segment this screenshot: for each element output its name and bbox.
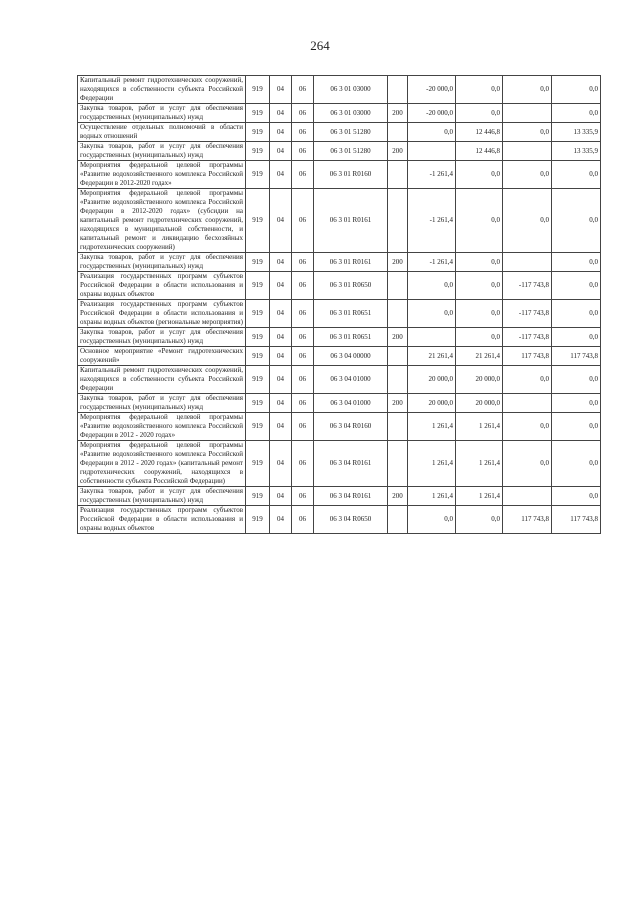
- target-article-cell: 06 3 01 R0160: [314, 161, 388, 189]
- sum-4-cell: 0,0: [552, 487, 601, 506]
- sum-3-cell: 0,0: [503, 189, 552, 253]
- sum-2-cell: 1 261,4: [456, 441, 503, 487]
- section-code-cell: 04: [270, 76, 292, 104]
- ved-code-cell: 919: [246, 394, 270, 413]
- sum-2-cell: 12 446,8: [456, 142, 503, 161]
- ved-code-cell: 919: [246, 76, 270, 104]
- sum-1-cell: 1 261,4: [408, 413, 456, 441]
- subsection-code-cell: 06: [292, 328, 314, 347]
- sum-1-cell: 1 261,4: [408, 487, 456, 506]
- sum-2-cell: 0,0: [456, 272, 503, 300]
- sum-3-cell: -117 743,8: [503, 300, 552, 328]
- section-code-cell: 04: [270, 161, 292, 189]
- budget-table: [77, 75, 601, 534]
- sum-2-cell: 0,0: [456, 76, 503, 104]
- target-article-cell: 06 3 01 51280: [314, 142, 388, 161]
- sum-4-cell: 0,0: [552, 300, 601, 328]
- section-code-cell: 04: [270, 441, 292, 487]
- subsection-code-cell: 06: [292, 347, 314, 366]
- ved-code-cell: 919: [246, 328, 270, 347]
- target-article-cell: 06 3 01 03000: [314, 76, 388, 104]
- section-code-cell: 04: [270, 189, 292, 253]
- ved-code-cell: 919: [246, 142, 270, 161]
- row-name-cell: Капитальный ремонт гидротехнических сооружений, находящихся в собственности субъекта Российской Федерации: [78, 366, 246, 394]
- sum-1-cell: -20 000,0: [408, 76, 456, 104]
- expense-type-cell: 200: [388, 104, 408, 123]
- sum-2-cell: 0,0: [456, 253, 503, 272]
- sum-1-cell: 21 261,4: [408, 347, 456, 366]
- table-row: [78, 189, 601, 253]
- section-code-cell: 04: [270, 413, 292, 441]
- sum-3-cell: -117 743,8: [503, 272, 552, 300]
- subsection-code-cell: 06: [292, 366, 314, 394]
- sum-4-cell: 13 335,9: [552, 142, 601, 161]
- sum-3-cell: 0,0: [503, 413, 552, 441]
- row-name-cell: Мероприятия федеральной целевой программы «Развитие водохозяйственного комплекса Российской Федерации в 2012 - 2020 годах» (капитальный ремонт гидротехнических сооружений, находящихся в собственности субъекта Российской Федерации): [78, 441, 246, 487]
- section-code-cell: 04: [270, 347, 292, 366]
- section-code-cell: 04: [270, 142, 292, 161]
- target-article-cell: 06 3 01 R0161: [314, 189, 388, 253]
- expense-type-cell: [388, 123, 408, 142]
- row-name-cell: Закупка товаров, работ и услуг для обеспечения государственных (муниципальных) нужд: [78, 104, 246, 123]
- sum-2-cell: 0,0: [456, 328, 503, 347]
- sum-2-cell: 0,0: [456, 189, 503, 253]
- sum-3-cell: -117 743,8: [503, 328, 552, 347]
- sum-1-cell: [408, 328, 456, 347]
- sum-1-cell: [408, 142, 456, 161]
- row-name-cell: Закупка товаров, работ и услуг для обеспечения государственных (муниципальных) нужд: [78, 142, 246, 161]
- sum-2-cell: 1 261,4: [456, 487, 503, 506]
- sum-3-cell: [503, 142, 552, 161]
- target-article-cell: 06 3 04 R0650: [314, 506, 388, 534]
- row-name-cell: Закупка товаров, работ и услуг для обеспечения государственных (муниципальных) нужд: [78, 487, 246, 506]
- sum-3-cell: 0,0: [503, 161, 552, 189]
- sum-2-cell: 0,0: [456, 104, 503, 123]
- row-name-cell: Мероприятия федеральной целевой программы «Развитие водохозяйственного комплекса Российской Федерации в 2012 - 2020 годах»: [78, 413, 246, 441]
- subsection-code-cell: 06: [292, 123, 314, 142]
- ved-code-cell: 919: [246, 366, 270, 394]
- sum-1-cell: 0,0: [408, 300, 456, 328]
- table-row: [78, 104, 601, 123]
- table-row: [78, 272, 601, 300]
- sum-2-cell: 1 261,4: [456, 413, 503, 441]
- section-code-cell: 04: [270, 366, 292, 394]
- table-row: [78, 487, 601, 506]
- sum-4-cell: 0,0: [552, 253, 601, 272]
- table-row: [78, 394, 601, 413]
- sum-3-cell: 117 743,8: [503, 347, 552, 366]
- sum-2-cell: 0,0: [456, 161, 503, 189]
- subsection-code-cell: 06: [292, 300, 314, 328]
- target-article-cell: 06 3 01 R0651: [314, 300, 388, 328]
- subsection-code-cell: 06: [292, 272, 314, 300]
- expense-type-cell: [388, 300, 408, 328]
- target-article-cell: 06 3 04 R0160: [314, 413, 388, 441]
- ved-code-cell: 919: [246, 253, 270, 272]
- sum-3-cell: 0,0: [503, 76, 552, 104]
- subsection-code-cell: 06: [292, 189, 314, 253]
- row-name-cell: Закупка товаров, работ и услуг для обеспечения государственных (муниципальных) нужд: [78, 253, 246, 272]
- expense-type-cell: [388, 189, 408, 253]
- subsection-code-cell: 06: [292, 413, 314, 441]
- sum-4-cell: 0,0: [552, 189, 601, 253]
- expense-type-cell: [388, 272, 408, 300]
- ved-code-cell: 919: [246, 272, 270, 300]
- sum-1-cell: 20 000,0: [408, 366, 456, 394]
- section-code-cell: 04: [270, 487, 292, 506]
- sum-3-cell: 0,0: [503, 441, 552, 487]
- section-code-cell: 04: [270, 272, 292, 300]
- row-name-cell: Закупка товаров, работ и услуг для обеспечения государственных (муниципальных) нужд: [78, 328, 246, 347]
- expense-type-cell: [388, 441, 408, 487]
- section-code-cell: 04: [270, 506, 292, 534]
- sum-2-cell: 0,0: [456, 300, 503, 328]
- sum-4-cell: 0,0: [552, 394, 601, 413]
- row-name-cell: Осуществление отдельных полномочий в области водных отношений: [78, 123, 246, 142]
- subsection-code-cell: 06: [292, 142, 314, 161]
- subsection-code-cell: 06: [292, 441, 314, 487]
- section-code-cell: 04: [270, 104, 292, 123]
- sum-4-cell: 117 743,8: [552, 506, 601, 534]
- expense-type-cell: [388, 366, 408, 394]
- expense-type-cell: [388, 161, 408, 189]
- sum-4-cell: 0,0: [552, 104, 601, 123]
- table-row: [78, 347, 601, 366]
- table-row: [78, 142, 601, 161]
- table-row: [78, 76, 601, 104]
- sum-4-cell: 0,0: [552, 328, 601, 347]
- target-article-cell: 06 3 04 01000: [314, 366, 388, 394]
- table-row: [78, 506, 601, 534]
- section-code-cell: 04: [270, 300, 292, 328]
- expense-type-cell: 200: [388, 328, 408, 347]
- ved-code-cell: 919: [246, 189, 270, 253]
- expense-type-cell: [388, 506, 408, 534]
- row-name-cell: Мероприятия федеральной целевой программы «Развитие водохозяйственного комплекса Российской Федерации в 2012-2020 годах»: [78, 161, 246, 189]
- sum-2-cell: 20 000,0: [456, 366, 503, 394]
- expense-type-cell: 200: [388, 253, 408, 272]
- ved-code-cell: 919: [246, 300, 270, 328]
- section-code-cell: 04: [270, 328, 292, 347]
- sum-4-cell: 0,0: [552, 161, 601, 189]
- section-code-cell: 04: [270, 123, 292, 142]
- sum-4-cell: 0,0: [552, 441, 601, 487]
- table-row: [78, 413, 601, 441]
- sum-2-cell: 21 261,4: [456, 347, 503, 366]
- ved-code-cell: 919: [246, 506, 270, 534]
- row-name-cell: Основное мероприятие «Ремонт гидротехнических сооружений»: [78, 347, 246, 366]
- sum-1-cell: 20 000,0: [408, 394, 456, 413]
- row-name-cell: Реализация государственных программ субъектов Российской Федерации в области использования и охраны водных объектов: [78, 272, 246, 300]
- table-row: [78, 161, 601, 189]
- expense-type-cell: 200: [388, 394, 408, 413]
- target-article-cell: 06 3 04 R0161: [314, 487, 388, 506]
- sum-1-cell: -20 000,0: [408, 104, 456, 123]
- sum-4-cell: 0,0: [552, 413, 601, 441]
- sum-3-cell: [503, 104, 552, 123]
- subsection-code-cell: 06: [292, 506, 314, 534]
- row-name-cell: Капитальный ремонт гидротехнических сооружений, находящихся в собственности субъекта Российской Федерации: [78, 76, 246, 104]
- row-name-cell: Закупка товаров, работ и услуг для обеспечения государственных (муниципальных) нужд: [78, 394, 246, 413]
- target-article-cell: 06 3 01 R0651: [314, 328, 388, 347]
- sum-1-cell: -1 261,4: [408, 253, 456, 272]
- sum-3-cell: [503, 394, 552, 413]
- section-code-cell: 04: [270, 253, 292, 272]
- sum-1-cell: 0,0: [408, 506, 456, 534]
- sum-2-cell: 20 000,0: [456, 394, 503, 413]
- sum-4-cell: 0,0: [552, 76, 601, 104]
- row-name-cell: Реализация государственных программ субъектов Российской Федерации в области использования и охраны водных объектов: [78, 506, 246, 534]
- expense-type-cell: 200: [388, 142, 408, 161]
- subsection-code-cell: 06: [292, 253, 314, 272]
- sum-1-cell: 1 261,4: [408, 441, 456, 487]
- ved-code-cell: 919: [246, 487, 270, 506]
- expense-type-cell: 200: [388, 487, 408, 506]
- sum-3-cell: 117 743,8: [503, 506, 552, 534]
- subsection-code-cell: 06: [292, 487, 314, 506]
- target-article-cell: 06 3 01 03000: [314, 104, 388, 123]
- sum-3-cell: [503, 253, 552, 272]
- sum-3-cell: 0,0: [503, 366, 552, 394]
- sum-1-cell: 0,0: [408, 272, 456, 300]
- table-row: [78, 441, 601, 487]
- subsection-code-cell: 06: [292, 161, 314, 189]
- sum-4-cell: 117 743,8: [552, 347, 601, 366]
- row-name-cell: Реализация государственных программ субъектов Российской Федерации в области использования и охраны водных объектов (региональные мероприятия): [78, 300, 246, 328]
- sum-1-cell: -1 261,4: [408, 161, 456, 189]
- page-number: 264: [310, 38, 330, 53]
- ved-code-cell: 919: [246, 347, 270, 366]
- table-row: [78, 253, 601, 272]
- target-article-cell: 06 3 01 R0650: [314, 272, 388, 300]
- table-row: [78, 366, 601, 394]
- sum-4-cell: 13 335,9: [552, 123, 601, 142]
- sum-1-cell: 0,0: [408, 123, 456, 142]
- expense-type-cell: [388, 76, 408, 104]
- target-article-cell: 06 3 04 01000: [314, 394, 388, 413]
- target-article-cell: 06 3 04 R0161: [314, 441, 388, 487]
- table-row: [78, 328, 601, 347]
- ved-code-cell: 919: [246, 441, 270, 487]
- expense-type-cell: [388, 347, 408, 366]
- ved-code-cell: 919: [246, 161, 270, 189]
- target-article-cell: 06 3 01 51280: [314, 123, 388, 142]
- sum-4-cell: 0,0: [552, 272, 601, 300]
- sum-2-cell: 12 446,8: [456, 123, 503, 142]
- target-article-cell: 06 3 01 R0161: [314, 253, 388, 272]
- ved-code-cell: 919: [246, 104, 270, 123]
- row-name-cell: Мероприятия федеральной целевой программы «Развитие водохозяйственного комплекса Российской Федерации в 2012-2020 годах» (субсидии на капитальный ремонт гидротехнических сооружений, находящихся в муниципальной собственности, и капитальный ремонт и ликвидацию бесхозяйных гидротехнических сооружений): [78, 189, 246, 253]
- subsection-code-cell: 06: [292, 76, 314, 104]
- ved-code-cell: 919: [246, 123, 270, 142]
- table-row: [78, 123, 601, 142]
- target-article-cell: 06 3 04 00000: [314, 347, 388, 366]
- table-row: [78, 300, 601, 328]
- sum-3-cell: 0,0: [503, 123, 552, 142]
- section-code-cell: 04: [270, 394, 292, 413]
- subsection-code-cell: 06: [292, 394, 314, 413]
- sum-3-cell: [503, 487, 552, 506]
- expense-type-cell: [388, 413, 408, 441]
- sum-4-cell: 0,0: [552, 366, 601, 394]
- ved-code-cell: 919: [246, 413, 270, 441]
- sum-2-cell: 0,0: [456, 506, 503, 534]
- subsection-code-cell: 06: [292, 104, 314, 123]
- sum-1-cell: -1 261,4: [408, 189, 456, 253]
